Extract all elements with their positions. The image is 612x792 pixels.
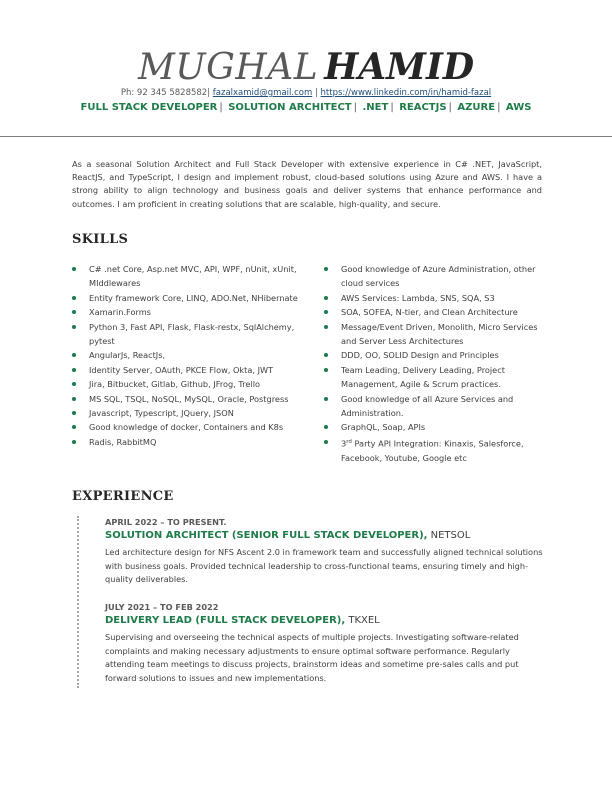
- job-description: Supervising and overseeing the technical aspects of multiple projects. Investigating software-related complaints and making necessary adjustments to ensure optimal software performance. Regularly attending team meetings to discuss projects, brainstorm ideas and sometime pre-sales calls and put forward solutions to issues and new implementations.: [105, 632, 519, 683]
- title-item: FULL STACK DEVELOPER: [80, 102, 218, 113]
- job-role: SOLUTION ARCHITECT (SENIOR FULL STACK DEVELOPER), NETSOL: [105, 530, 471, 541]
- profile-summary: As a seasonal Solution Architect and Full Stack Developer with extensive experience in C# .NET, JavaScript, ReactJS, and TypeScript, I design and implement robust, cloud-based solutions using Azure and AWS. I have a strong ability to align technology and business goals and deliver systems that enhance performance and outcomes. I am proficient in creating solutions that are scalable, high-quality, and secure.: [72, 159, 542, 209]
- bullet-icon: [72, 325, 76, 329]
- phone-number: Ph: 92 345 5828582|: [120, 88, 211, 98]
- skill-item: Python 3, Fast API, Flask, Flask-restx, SqlAlchemy, pytest: [72, 320, 302, 349]
- skills-list-right: [324, 262, 554, 465]
- experience-timeline: [77, 516, 79, 688]
- skill-item: Javascript, Typescript, JQuery, JSON: [72, 406, 302, 420]
- skill-item: Good knowledge of docker, Containers and K8s: [72, 420, 302, 434]
- bullet-icon: [72, 368, 76, 372]
- bullet-icon: [324, 310, 328, 314]
- bullet-icon: [324, 425, 328, 429]
- bullet-icon: [72, 353, 76, 357]
- first-name: MUGHAL: [137, 47, 319, 88]
- contact-separator: |: [314, 88, 318, 98]
- skill-item: C# .net Core, Asp.net MVC, API, WPF, nUnit, xUnit, MIddlewares: [72, 262, 302, 291]
- bullet-icon: [72, 296, 76, 300]
- bullet-icon: [72, 440, 76, 444]
- title-item: AWS: [505, 102, 532, 113]
- skill-item: MS SQL, TSQL, NoSQL, MySQL, Oracle, Postgress: [72, 392, 302, 406]
- bullet-icon: [324, 267, 328, 271]
- title-separator: |: [497, 102, 501, 113]
- skill-item: Xamarin.Forms: [72, 305, 302, 319]
- experience-heading: EXPERIENCE: [72, 489, 174, 504]
- skill-item: SOA, SOFEA, N-tier, and Clean Architecture: [324, 305, 554, 319]
- skill-item: Radis, RabbitMQ: [72, 435, 302, 449]
- bullet-icon: [72, 382, 76, 386]
- skills-list-left: [72, 262, 302, 449]
- last-name: HAMID: [324, 46, 475, 88]
- job-company: TKXEL: [345, 615, 380, 626]
- candidate-name: [0, 46, 612, 89]
- skill-item: Good knowledge of all Azure Services and Administration.: [324, 392, 554, 421]
- bullet-icon: [72, 397, 76, 401]
- title-separator: |: [219, 102, 223, 113]
- bullet-icon: [72, 425, 76, 429]
- bullet-icon: [324, 353, 328, 357]
- skill-item: Jira, Bitbucket, Gitlab, Github, JFrog, Trello: [72, 377, 302, 391]
- professional-titles: [0, 102, 612, 113]
- title-item: SOLUTION ARCHITECT: [228, 102, 352, 113]
- contact-line: [0, 88, 612, 98]
- skill-item: Entity framework Core, LINQ, ADO.Net, NHibernate: [72, 291, 302, 305]
- job-entry: [105, 601, 545, 685]
- skills-heading: SKILLS: [72, 232, 129, 247]
- bullet-icon: [324, 368, 328, 372]
- linkedin-link[interactable]: https://www.linkedin.com/in/hamid-fazal: [320, 88, 492, 98]
- skill-item: AngularJs, ReactJs,: [72, 348, 302, 362]
- bullet-icon: [324, 296, 328, 300]
- job-role: DELIVERY LEAD (FULL STACK DEVELOPER), TKXEL: [105, 615, 380, 626]
- title-item: .NET: [362, 102, 389, 113]
- skill-item: GraphQL, Soap, APIs: [324, 420, 554, 434]
- job-date: JULY 2021 – TO FEB 2022: [105, 602, 219, 612]
- title-separator: |: [390, 102, 394, 113]
- job-description: Led architecture design for NFS Ascent 2.0 in framework team and successfully aligned technical solutions with business goals. Provided technical leadership to cross-functional teams, ensuring timely and high-quality deliverables.: [105, 547, 543, 584]
- bullet-icon: [324, 397, 328, 401]
- skill-item: Identity Server, OAuth, PKCE Flow, Okta, JWT: [72, 363, 302, 377]
- bullet-icon: [72, 267, 76, 271]
- title-separator: |: [353, 102, 358, 113]
- skill-item: 3rd Party API Integration: Kinaxis, Salesforce, Facebook, Youtube, Google etc: [324, 435, 554, 466]
- skill-item: Good knowledge of Azure Administration, other cloud services: [324, 262, 554, 291]
- skill-item: Team Leading, Delivery Leading, Project Management, Agile & Scrum practices.: [324, 363, 554, 392]
- skill-item: DDD, OO, SOLID Design and Principles: [324, 348, 554, 362]
- job-company: NETSOL: [427, 530, 471, 541]
- email-link[interactable]: fazalxamid@gmail.com: [212, 88, 313, 98]
- skill-item: AWS Services: Lambda, SNS, SQA, S3: [324, 291, 554, 305]
- job-date: APRIL 2022 – TO PRESENT.: [105, 517, 227, 527]
- title-separator: |: [448, 102, 452, 113]
- header-divider: [0, 136, 612, 137]
- title-item: AZURE: [457, 102, 496, 113]
- bullet-icon: [72, 310, 76, 314]
- bullet-icon: [324, 325, 328, 329]
- bullet-icon: [72, 411, 76, 415]
- title-item: REACTJS: [399, 102, 447, 113]
- job-entry: [105, 516, 545, 587]
- bullet-icon: [324, 440, 328, 444]
- skill-item: Message/Event Driven, Monolith, Micro Services and Server Less Architectures: [324, 320, 554, 349]
